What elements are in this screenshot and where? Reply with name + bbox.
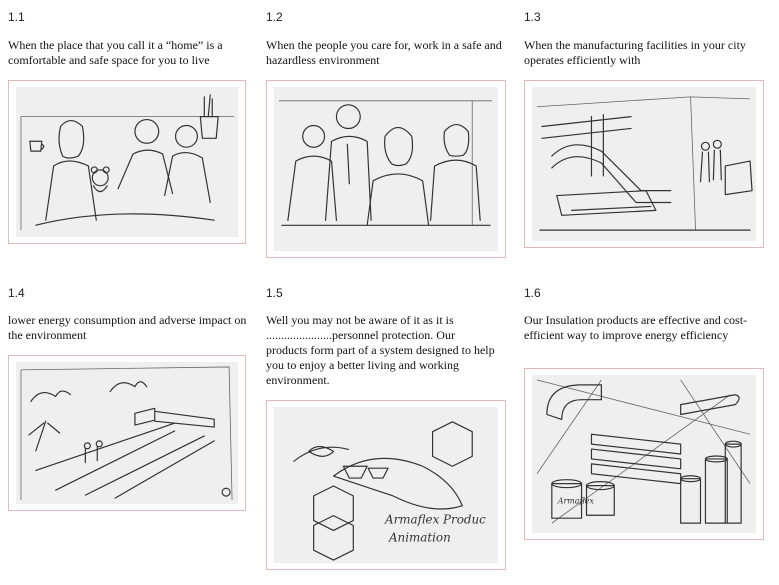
animation-label-line1: Armaflex Produc [385,512,486,527]
storyboard-frame-1-3 [524,80,764,248]
panel-caption-1-5: Well you may not be aware of it as it is ......................personnel protection. Our products form part of a system designed to help you to enjoy a better living and working environment. [266,313,495,387]
panel-caption-1-6: Our Insulation products are effective and cost-efficient way to improve energy efficiency [524,313,748,342]
storyboard-frame-1-2 [266,80,506,258]
panel-number-1-1: 1.1 [8,10,25,24]
animation-sketch [274,407,498,563]
storyboard-frame-1-6 [524,368,764,540]
panel-caption-1-3: When the manufacturing facilities in your city operates efficiently with [524,38,746,67]
panel-caption-1-4: lower energy consumption and adverse impact on the environment [8,313,247,342]
products-sketch [532,375,756,533]
panel-number-1-6: 1.6 [524,286,541,300]
panel-number-1-3: 1.3 [524,10,541,24]
storyboard-frame-1-4 [8,355,246,511]
animation-label-line2: Animation [388,530,451,545]
panel-number-1-5: 1.5 [266,286,283,300]
panel-number-1-4: 1.4 [8,286,25,300]
panel-number-1-2: 1.2 [266,10,283,24]
storyboard-frame-1-5 [266,400,506,570]
pipeline-sketch [16,362,238,504]
can-label: Armaflex [557,496,594,506]
family-sketch [16,87,238,237]
panel-caption-1-1: When the place that you call it a “home” is a comfortable and safe space for you to live [8,38,223,67]
factory-sketch [532,87,756,241]
workers-sketch [274,87,498,251]
panel-caption-1-2: When the people you care for, work in a safe and hazardless environment [266,38,502,67]
storyboard-frame-1-1 [8,80,246,244]
